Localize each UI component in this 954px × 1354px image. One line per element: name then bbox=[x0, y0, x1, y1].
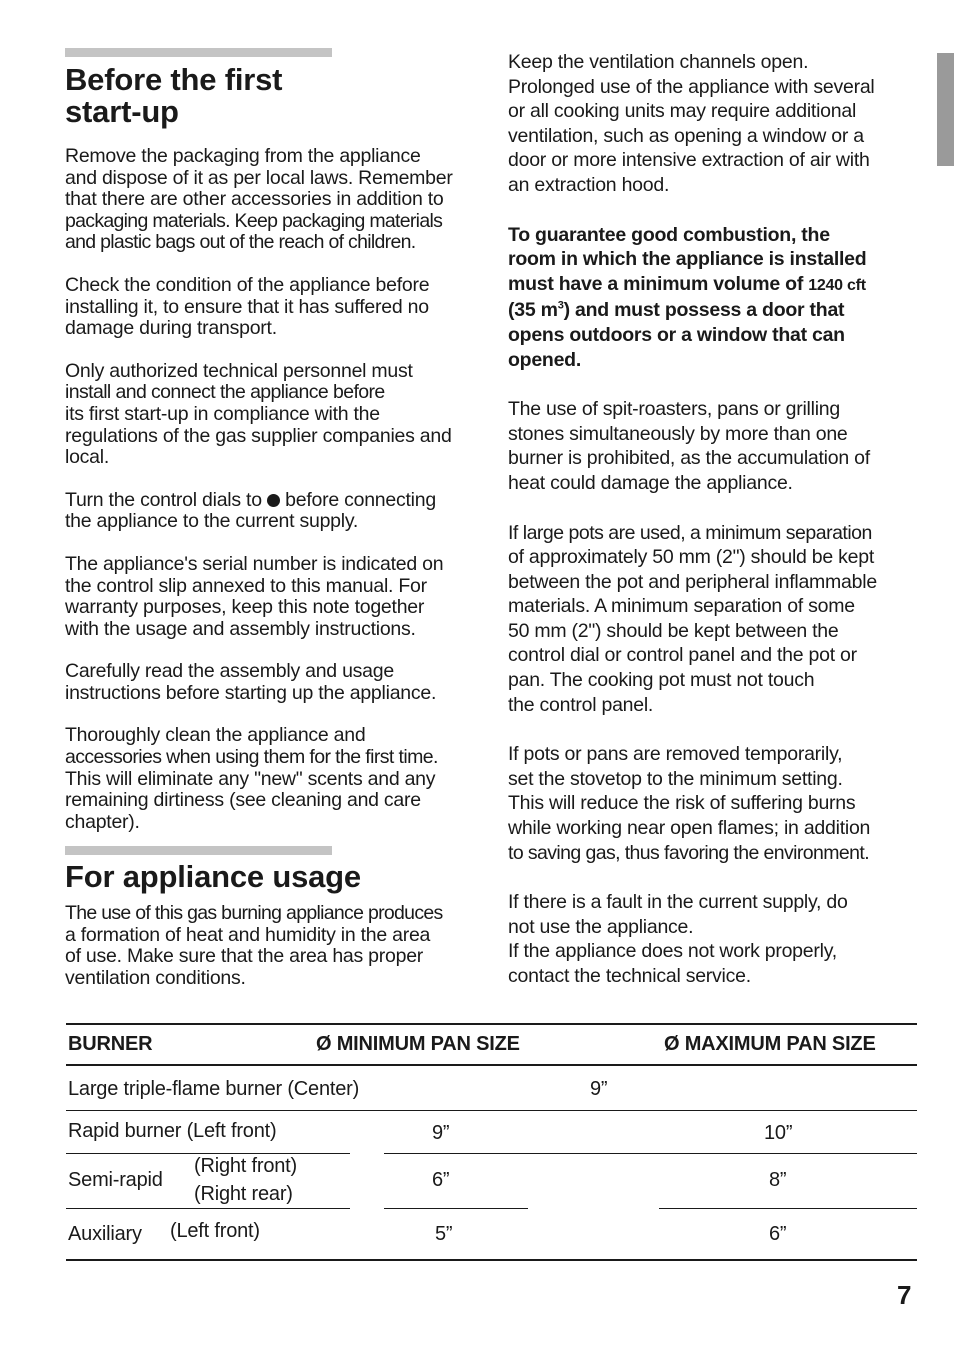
row-auxiliary-pos: (Left front) bbox=[170, 1220, 260, 1242]
para-read-instructions: Carefully read the assembly and usage instructions before starting up the appliance. bbox=[65, 660, 437, 704]
table-row-rule bbox=[384, 1208, 528, 1209]
para-control-dials: Turn the control dials to before connecting the appliance to the current supply. bbox=[65, 488, 436, 533]
para-spit-roasters: The use of spit-roasters, pans or grilling stones simultaneously by more than one burner is prohibited, as the accumulation of heat could damage the appliance. bbox=[508, 398, 870, 494]
para-gas-usage: The use of this gas burning appliance produces a formation of heat and humidity in the area of use. Make sure that the area has proper ventilation conditions. bbox=[65, 902, 443, 989]
section-rule-2 bbox=[65, 846, 332, 855]
row-rapid-burner-max: 10” bbox=[764, 1122, 793, 1144]
section-rule-1 bbox=[65, 48, 332, 57]
table-row-rule bbox=[66, 1110, 917, 1111]
para-serial-number: The appliance's serial number is indicated on the control slip annexed to this manual. For warranty purposes, keep this note together with the usage and assembly instructions. bbox=[65, 552, 444, 640]
table-row-rule bbox=[384, 1153, 917, 1154]
off-position-dot-icon bbox=[267, 494, 280, 507]
para-supply-fault: If there is a fault in the current supply, do not use the appliance. If the appliance does not work properly, contact the technical service. bbox=[508, 891, 848, 987]
row-large-burner-value: 9” bbox=[590, 1078, 608, 1100]
para-condition: Check the condition of the appliance before installing it, to ensure that it has suffered no damage during transport. bbox=[65, 273, 430, 340]
row-semi-rapid-max: 8” bbox=[769, 1169, 787, 1191]
table-row-rule bbox=[66, 1208, 350, 1209]
table-top-rule bbox=[66, 1023, 917, 1025]
para-ventilation: Keep the ventilation channels open. Prolonged use of the appliance with several or all cooking units may require additional ventilation, such as opening a window or a door or more intensive extraction of air with an extraction hood. bbox=[508, 51, 875, 196]
row-semi-rapid-pos1: (Right front) bbox=[194, 1155, 297, 1177]
para-large-pots: If large pots are used, a minimum separation of approximately 50 mm (2") should be kept between the pot and peripheral inflammable materials. A minimum separation of some 50 mm (2") should be kept between the control dial or control panel and the pot or pan. The cooking pot must not touch the control panel. bbox=[508, 521, 877, 716]
header-max-pan-size: Ø MAXIMUM PAN SIZE bbox=[664, 1033, 876, 1055]
row-semi-rapid-min: 6” bbox=[432, 1169, 450, 1191]
heading-appliance-usage: For appliance usage bbox=[65, 859, 361, 894]
para-authorized: Only authorized technical personnel must install and connect the appliance before its first start-up in compliance with the regulations of the gas supplier companies and local. bbox=[65, 359, 452, 469]
table-header-rule bbox=[66, 1064, 917, 1066]
row-semi-rapid-pos2: (Right rear) bbox=[194, 1183, 293, 1205]
row-auxiliary-max: 6” bbox=[769, 1223, 787, 1245]
row-semi-rapid-name: Semi-rapid bbox=[68, 1169, 163, 1191]
chapter-tab bbox=[937, 53, 954, 166]
row-rapid-burner-min: 9” bbox=[432, 1122, 450, 1144]
row-large-burner-name: Large triple-flame burner (Center) bbox=[68, 1078, 360, 1100]
row-rapid-burner-name: Rapid burner (Left front) bbox=[68, 1120, 277, 1142]
row-auxiliary-min: 5” bbox=[435, 1223, 453, 1245]
para-packaging: Remove the packaging from the appliance and dispose of it as per local laws. Remember that there are other accessories in addition to packaging materials. Keep packaging materials and plastic bags out of the reach of children. bbox=[65, 145, 453, 254]
header-burner: BURNER bbox=[68, 1033, 153, 1055]
page-number: 7 bbox=[897, 1280, 912, 1310]
row-auxiliary-name: Auxiliary bbox=[68, 1223, 142, 1245]
para-combustion-warning: To guarantee good combustion, the room in which the appliance is installed must have a minimum volume of 1240 cft (35 $m^3$) and must possess a door that opens outdoors or a window that can opened. bbox=[508, 223, 867, 371]
para-clean: Thoroughly clean the appliance and accessories when using them for the first time. This will eliminate any "new" scents and any remaining dirtiness (see cleaning and care chapter). bbox=[65, 724, 438, 833]
header-min-pan-size: Ø MINIMUM PAN SIZE bbox=[316, 1033, 520, 1055]
table-row-rule bbox=[659, 1208, 917, 1209]
heading-line: start-up bbox=[65, 94, 179, 129]
heading-line: Before the first bbox=[65, 62, 283, 97]
heading-before-first-startup bbox=[65, 64, 282, 128]
para-pots-removed: If pots or pans are removed temporarily, set the stovetop to the minimum setting. This will reduce the risk of suffering burns while working near open flames; in addition to saving gas, thus favoring the environment. bbox=[508, 743, 871, 864]
table-bottom-rule bbox=[66, 1259, 917, 1261]
